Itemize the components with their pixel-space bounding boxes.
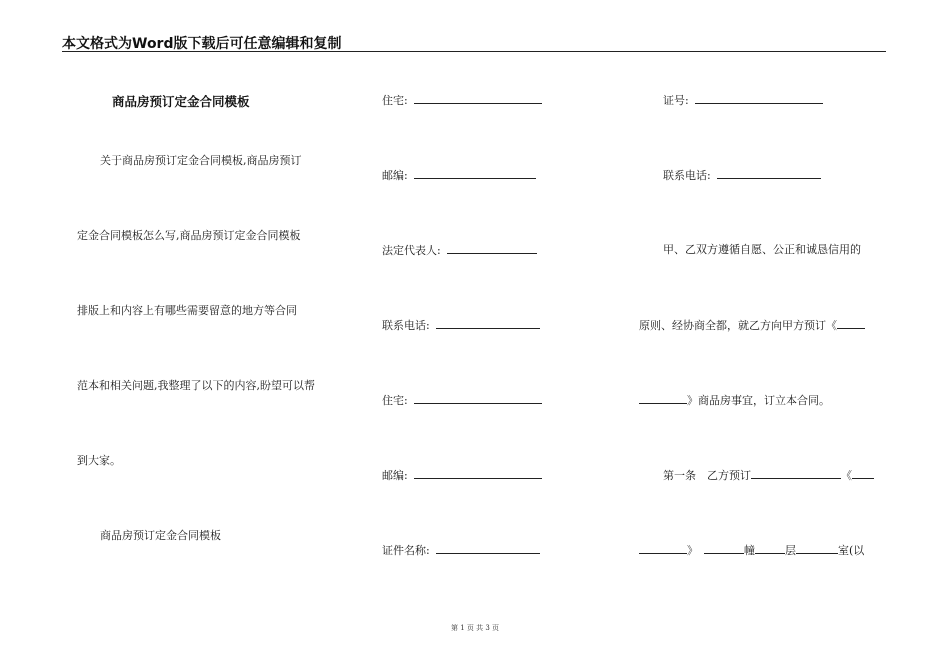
preamble-line-3: 》商品房事宜，订立本合同。 [639, 393, 830, 408]
field-legal-representative [382, 243, 537, 258]
preamble-line-2: 原则、经协商全都，就乙方向甲方预订《 [639, 318, 865, 333]
fill-in-blank[interactable] [414, 93, 542, 104]
field-id-number [663, 93, 823, 108]
fill-in-blank[interactable] [704, 543, 744, 554]
fill-in-blank[interactable] [755, 543, 785, 554]
fill-in-blank[interactable] [447, 243, 537, 254]
intro-line-5: 到大家。 [77, 454, 121, 467]
field-label: 邮编: [382, 469, 408, 482]
fill-in-blank[interactable] [837, 318, 865, 329]
fill-in-blank[interactable] [695, 93, 823, 104]
field-postcode-2 [382, 468, 542, 483]
fill-in-blank[interactable] [414, 168, 536, 179]
fill-in-blank[interactable] [796, 543, 838, 554]
fill-in-blank[interactable] [414, 393, 542, 404]
intro-line-3: 排版上和内容上有哪些需要留意的地方等合同 [77, 304, 297, 317]
field-label: 法定代表人: [382, 244, 441, 257]
fill-in-blank[interactable] [751, 468, 841, 479]
fill-in-blank[interactable] [852, 468, 874, 479]
field-label: 联系电话: [382, 319, 430, 332]
header-divider [62, 51, 886, 52]
field-label: 证件名称: [382, 544, 430, 557]
fill-in-blank[interactable] [436, 543, 540, 554]
preamble-line-1: 甲、乙双方遵循自愿、公正和诚恳信用的 [663, 243, 861, 256]
fill-in-blank[interactable] [717, 168, 821, 179]
document-title: 商品房预订定金合同模板 [112, 94, 250, 109]
page-number: 第 1 页 共 3 页 [450, 624, 500, 632]
fill-in-blank[interactable] [414, 468, 542, 479]
field-residence [382, 93, 542, 108]
field-id-document [382, 543, 540, 558]
fill-in-blank[interactable] [639, 543, 687, 554]
field-residence-2 [382, 393, 542, 408]
intro-line-2: 定金合同模板怎么写,商品房预订定金合同模板 [77, 229, 301, 242]
download-note: 本文格式为Word版下载后可任意编辑和复制 [62, 36, 342, 52]
article-1-line-2: 》 幢 层 室(以 [639, 543, 864, 558]
field-label: 邮编: [382, 169, 408, 182]
intro-line-4: 范本和相关问题,我整理了以下的内容,盼望可以帮 [77, 379, 315, 392]
field-label: 住宅: [382, 394, 408, 407]
fill-in-blank[interactable] [436, 318, 540, 329]
field-label: 联系电话: [663, 169, 711, 182]
field-postcode [382, 168, 536, 183]
field-label: 住宅: [382, 94, 408, 107]
field-phone-2 [663, 168, 821, 183]
article-1-line-1: 第一条 乙方预订 《 [663, 468, 874, 483]
intro-line-1: 关于商品房预订定金合同模板,商品房预订 [100, 154, 302, 167]
section-subtitle: 商品房预订定金合同模板 [100, 529, 221, 542]
field-phone [382, 318, 540, 333]
fill-in-blank[interactable] [639, 393, 687, 404]
field-label: 证号: [663, 94, 689, 107]
